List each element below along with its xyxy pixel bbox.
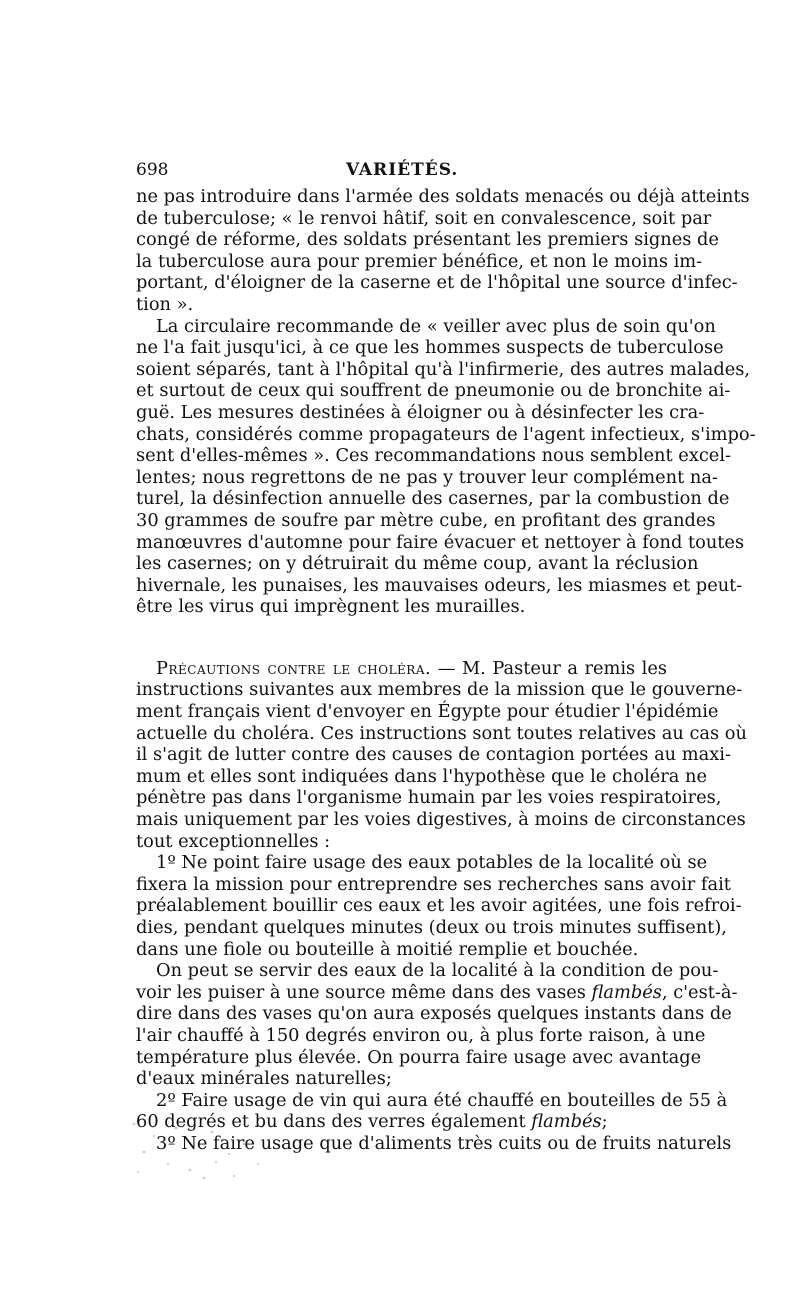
text-line: il s'agit de lutter contre des causes de contagion portées au maxi-: [136, 744, 731, 766]
text-line: pénètre pas dans l'organisme humain par les voies respiratoires,: [136, 787, 722, 809]
text-span: , c'est-à-: [661, 981, 738, 1003]
text-line: sent d'elles-mêmes ». Ces recommandations nous semblent excel-: [136, 445, 732, 467]
paragraph-circulaire: [136, 315, 756, 618]
text-line: fixera la mission pour entreprendre ses recherches sans avoir fait: [136, 873, 731, 895]
text-line: ne pas introduire dans l'armée des soldats menacés ou déjà atteints: [136, 186, 750, 207]
text-line: manœuvres d'automne pour faire évacuer et nettoyer à fond toutes: [136, 531, 745, 553]
text-line: lentes; nous regrettons de ne pas y trouver leur complément na-: [136, 466, 718, 488]
print-smudge: [124, 1114, 284, 1186]
text-line: actuelle du choléra. Ces instructions sont toutes relatives au cas où: [136, 722, 747, 744]
text-line: dies, pendant quelques minutes (deux ou trois minutes suffisent),: [136, 917, 727, 938]
text-line: la tuberculose aura pour premier bénéfice, et non le moins im-: [136, 250, 703, 272]
page-header: [136, 160, 667, 186]
running-title: VARIÉTÉS.: [346, 160, 459, 180]
text-line: hivernale, les punaises, les mauvaises odeurs, les miasmes et peut-: [136, 574, 743, 596]
heading-continuation: — M. Pasteur a remis les: [431, 657, 668, 679]
text-line: turel, la désinfection annuelle des casernes, par la combustion de: [136, 488, 730, 510]
text-span: voir les puiser à une source même dans des vases: [136, 981, 592, 1003]
text-line: portant, d'éloigner de la caserne et de l'hôpital une source d'infec-: [136, 272, 738, 294]
text-line: 30 grammes de soufre par mètre cube, en profitant des grandes: [136, 509, 716, 531]
text-span: 60 degrés et bu dans des verres également: [136, 1111, 532, 1133]
page-number: 698: [136, 160, 169, 180]
text-line: préalablement bouillir ces eaux et les avoir agitées, une fois refroi-: [136, 895, 742, 917]
text-line: [136, 981, 738, 1004]
text-line: les casernes; on y détruirait du même coup, avant la réclusion: [136, 553, 699, 575]
text-line: mum et elles sont indiquées dans l'hypothèse que le choléra ne: [136, 765, 708, 787]
text-line: et surtout de ceux qui souffrent de pneumonie ou de bronchite ai-: [136, 380, 731, 402]
section-heading: Précautions contre le choléra.: [156, 657, 432, 679]
text-line: soient séparés, tant à l'hôpital qu'à l'infirmerie, des autres malades,: [136, 358, 751, 380]
paragraph-cholera-precautions: [136, 657, 747, 852]
text-line: 2º Faire usage de vin qui aura été chauffé en bouteilles de 55 à: [156, 1089, 728, 1111]
text-line: chats, considérés comme propagateurs de l'agent infectieux, s'impo-: [136, 423, 756, 445]
text-line: dire dans des vases qu'on aura exposés quelques instants dans de: [136, 1003, 732, 1025]
text-line: de tuberculose; « le renvoi hâtif, soit en convalescence, soit par: [136, 207, 712, 229]
text-line: l'air chauffé à 150 degrés environ ou, à plus forte raison, à une: [136, 1024, 706, 1046]
text-line: instructions suivantes aux membres de la mission que le gouverne-: [136, 679, 743, 701]
section-gap: [136, 618, 667, 658]
text-line: d'eaux minérales naturelles;: [136, 1068, 392, 1090]
italic-term: flambés: [531, 1111, 602, 1133]
text-line: mais uniquement par les voies digestives, à moins de circonstances: [136, 809, 746, 831]
paragraph-water-source: [136, 960, 738, 1090]
text-line: température plus élevée. On pourra faire usage avec avantage: [136, 1046, 702, 1068]
text-line: dans une fiole ou bouteille à moitié remplie et bouchée.: [136, 938, 639, 960]
text-line: 3º Ne faire usage que d'aliments très cuits ou de fruits naturels: [156, 1132, 732, 1154]
text-line: La circulaire recommande de « veiller avec plus de soin qu'on: [156, 315, 716, 337]
text-line: ne l'a fait jusqu'ici, à ce que les hommes suspects de tuberculose: [136, 337, 724, 359]
text-line: ment français vient d'envoyer en Égypte pour étudier l'épidémie: [136, 701, 719, 723]
paragraph-tuberculosis-intro: [136, 186, 750, 316]
text-line: tion ».: [136, 293, 194, 315]
text-line: congé de réforme, des soldats présentant les premiers signes de: [136, 229, 719, 251]
book-page: [136, 160, 756, 1155]
italic-term: flambés: [591, 981, 662, 1003]
text-line: 1º Ne point faire usage des eaux potables de la localité où se: [156, 852, 708, 874]
text-span: ;: [601, 1111, 608, 1133]
text-line: tout exceptionnelles :: [136, 830, 331, 852]
paragraph-rule-1: [136, 852, 742, 960]
text-line: [136, 658, 667, 680]
text-line: On peut se servir des eaux de la localité à la condition de pou-: [156, 960, 719, 982]
text-line: être les virus qui imprègnent les murailles.: [136, 596, 526, 618]
text-line: guë. Les mesures destinées à éloigner ou à désinfecter les cra-: [136, 401, 705, 423]
